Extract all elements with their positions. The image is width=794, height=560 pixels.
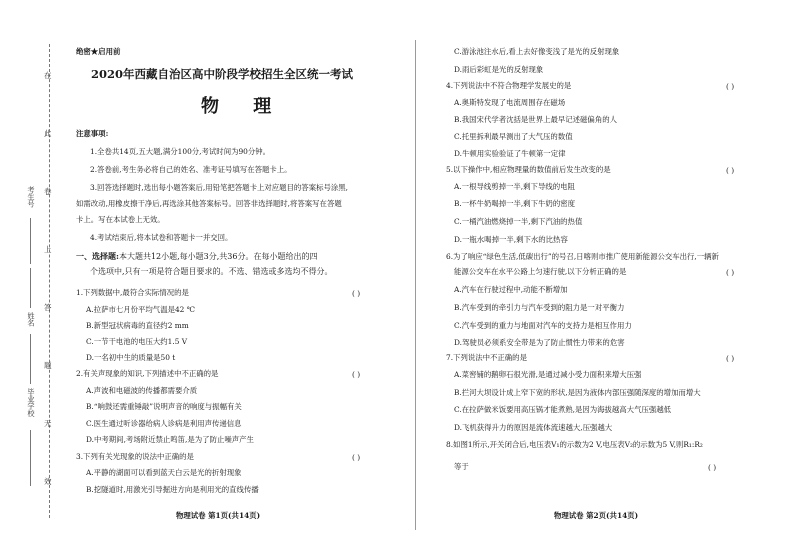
note-line: 卡上。写在本试卷上无效。 (76, 215, 165, 224)
question-stem: 8.如图1所示,开关闭合后,电压表V₁的示数为2 V,电压表V₂的示数为5 V,则R₁:R₂ (446, 440, 703, 449)
answer-paren: ( ) (352, 453, 361, 462)
question-option: A.平静的湖面可以看到蓝天白云是光的折射现象 (86, 468, 242, 477)
exam-title: 2020年西藏自治区高中阶段学校招生全区统一考试 (91, 67, 354, 81)
question-option: A.汽车在行驶过程中,动能不断增加 (454, 285, 568, 294)
question-option: A.一根导线剪掉一半,剩下导线的电阻 (454, 182, 575, 191)
question-option: B.新型冠状病毒的直径约2 mm (86, 321, 189, 330)
question-option: D.雨后彩虹是光的反射现象 (454, 65, 544, 74)
answer-paren: ( ) (708, 463, 717, 472)
question-option: A.奥斯特发现了电流周围存在磁场 (454, 98, 566, 107)
question-stem: 3.下列有关光现象的说法中正确的是 (76, 452, 194, 461)
question-option: C.在拉萨做米饭要用高压锅才能煮熟,是因为海拔越高大气压强越低 (454, 405, 672, 414)
answer-paren: ( ) (352, 289, 361, 298)
question-option: B.挖隧道时,用激光引导掘进方向是利用光的直线传播 (86, 485, 259, 494)
question-option: D.中考期间,考场附近禁止鸣笛,是为了防止噪声产生 (86, 435, 254, 444)
question-stem: 2.有关声现象的知识,下列描述中不正确的是 (76, 369, 219, 378)
question-option: D.飞机获得升力的原因是流体流速越大,压强越大 (454, 423, 613, 432)
section-text: 本大题共12小题,每小题3分,共36分。在每小题给出的四 (118, 252, 318, 261)
note-line: 3.回答选择题时,选出每小题答案后,用铅笔把答题卡上对应题目的答案标号涂黑, (90, 183, 348, 192)
page-footer: 物理试卷 第2页(共14页) (554, 511, 639, 520)
question-option: C.游泳池注水后,看上去好像变浅了是光的反射现象 (454, 47, 620, 56)
field-name-line (30, 334, 31, 384)
seal-char: 题 (44, 361, 52, 370)
answer-paren: ( ) (726, 166, 735, 175)
seal-dashed-line (49, 44, 50, 518)
field-school-label: 毕业学校 (27, 388, 36, 417)
question-option: A.拉萨市七月份平均气温是42 ℃ (86, 305, 196, 314)
question-stem: 6.为了响应“绿色生活,低碳出行”的号召,日喀则市推广使用新能源公交车出行,一辆新 (446, 252, 719, 261)
question-stem: 等于 (454, 462, 469, 471)
question-stem: 7.下列说法中不正确的是 (446, 353, 527, 362)
question-option: B.“响鼓还需重锤敲”说明声音的响度与振幅有关 (86, 402, 242, 411)
question-option: B.一杯牛奶喝掉一半,剩下牛奶的密度 (454, 199, 575, 208)
page-footer: 物理试卷 第1页(共14页) (176, 511, 261, 520)
seal-char: 此 (44, 129, 52, 138)
question-option: C.一节干电池的电压大约1.5 V (86, 337, 188, 346)
note-line: 4.考试结束后,将本试卷和答题卡一并交回。 (90, 233, 233, 242)
question-option: B.我国宋代学者沈括是世界上最早记述磁偏角的人 (454, 115, 617, 124)
question-option: C.托里拆利最早测出了大气压的数值 (454, 132, 573, 141)
seal-char: 卷 (44, 187, 52, 196)
question-stem: 能源公交车在水平公路上匀速行驶,以下分析正确的是 (454, 267, 627, 276)
secret-mark: 绝密★启用前 (76, 47, 121, 56)
seal-char: 无 (44, 419, 52, 428)
question-option: C.医生通过听诊器给病人诊病是利用声传递信息 (86, 419, 242, 428)
question-option: A.声波和电磁波的传播都需要介质 (86, 386, 198, 395)
page-divider (415, 40, 416, 530)
question-option: D.驾驶员必须系安全带是为了防止惯性力带来的危害 (454, 338, 625, 347)
question-option: A.菜窖铺的鹅卵石很光滑,是通过减小受力面积来增大压强 (454, 370, 642, 379)
field-exam-number-line (30, 218, 31, 264)
question-option: C.一桶汽油燃烧掉一半,剩下汽油的热值 (454, 217, 583, 226)
notes-heading: 注意事项: (76, 129, 109, 138)
question-option: D.一名初中生的质量是50 t (86, 353, 176, 362)
section-heading: 一、选择题: (76, 251, 119, 261)
seal-char: 在 (44, 71, 52, 80)
field-exam-number-label: 考生号 (27, 186, 36, 208)
field-school-line (30, 430, 31, 486)
field-name-line-top (30, 268, 31, 308)
section-text: 个选项中,只有一项是符合题目要求的。不选、错选或多选均不得分。 (90, 267, 333, 276)
seal-char: 答 (44, 303, 52, 312)
answer-paren: ( ) (726, 82, 735, 91)
answer-paren: ( ) (726, 268, 735, 277)
subject-title: 物 理 (201, 96, 286, 117)
question-stem: 1.下列数据中,最符合实际情况的是 (76, 288, 189, 297)
answer-paren: ( ) (352, 370, 361, 379)
question-option: D.牛顿用实验验证了牛顿第一定律 (454, 149, 566, 158)
note-line: 如需改动,用橡皮擦干净后,再选涂其他答案标号。回答非选择题时,将答案写在答题 (76, 199, 342, 208)
question-stem: 5.以下操作中,相应物理量的数值前后发生改变的是 (446, 165, 611, 174)
seal-char: 效 (44, 477, 52, 486)
answer-paren: ( ) (726, 354, 735, 363)
question-option: B.拦河大坝设计成上窄下宽的形状,是因为液体内部压强随深度的增加而增大 (454, 388, 701, 397)
field-name-label: 姓名 (27, 312, 36, 327)
question-option: C.汽车受到的重力与地面对汽车的支持力是相互作用力 (454, 321, 632, 330)
note-line: 1.全卷共14页,五大题,满分100分,考试时间为90分钟。 (90, 147, 271, 156)
seal-char: 上 (44, 245, 52, 254)
note-line: 2.答卷前,考生务必将自己的姓名、准考证号填写在答题卡上。 (90, 165, 292, 174)
question-option: D.一瓶水喝掉一半,剩下水的比热容 (454, 235, 568, 244)
question-stem: 4.下列说法中不符合物理学发展史的是 (446, 81, 572, 90)
question-option: B.汽车受到的牵引力与汽车受到的阻力是一对平衡力 (454, 303, 625, 312)
